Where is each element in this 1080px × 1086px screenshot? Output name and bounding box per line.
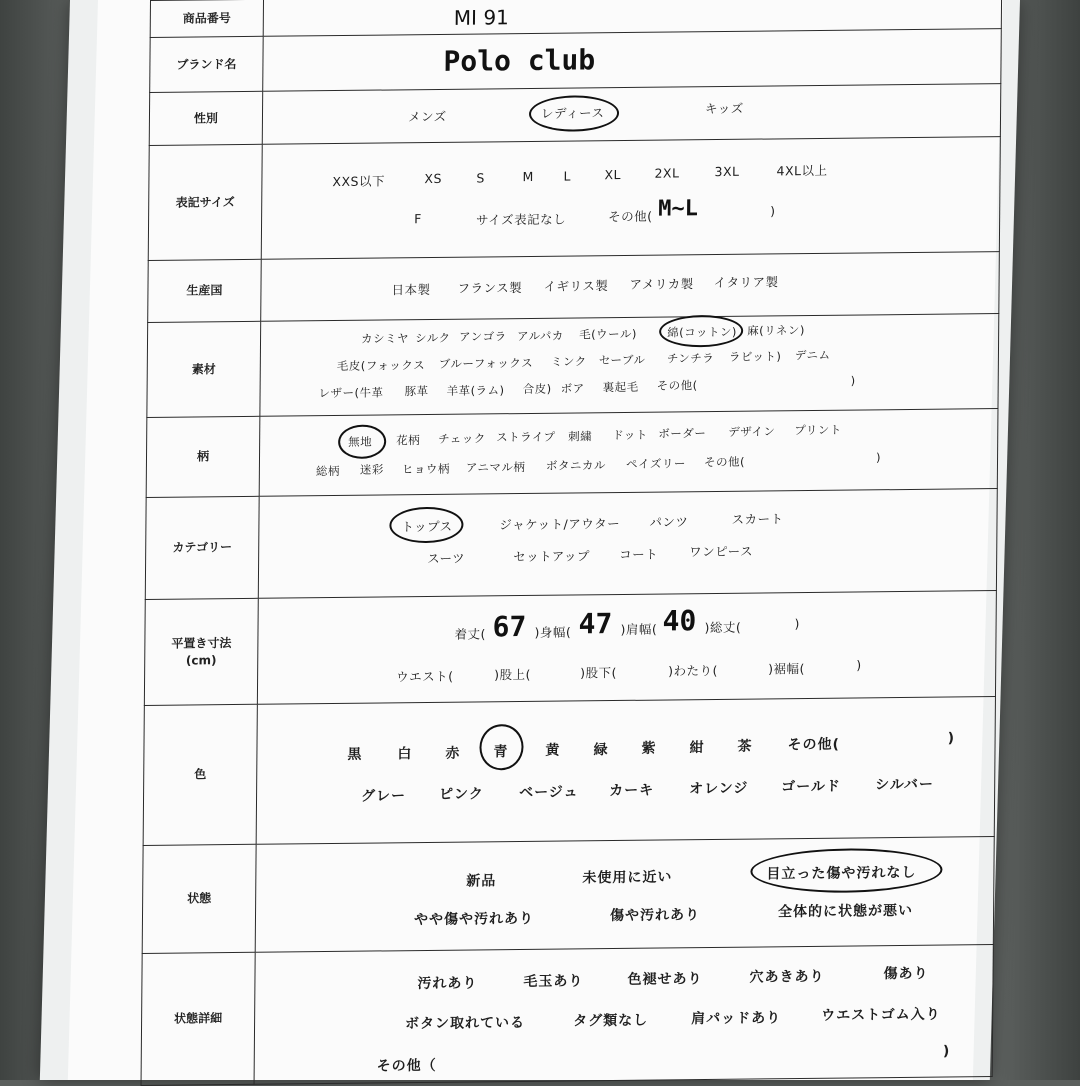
size-option: 2XL	[654, 165, 680, 181]
pattern-option: ボーダー	[658, 426, 707, 441]
color-option: ゴールド	[781, 778, 841, 796]
pattern-option: 総柄	[315, 463, 340, 479]
pattern-option: 刺繍	[568, 429, 593, 444]
origin-option: アメリカ製	[629, 276, 694, 292]
form-table	[141, 0, 1003, 1086]
detail-option: 毛玉あり	[523, 973, 584, 990]
detail-option: 色褪せあり	[627, 971, 703, 988]
color-option: グレー	[360, 788, 407, 805]
detail-option: タグ類なし	[573, 1012, 649, 1030]
detail-option: 汚れあり	[417, 975, 478, 993]
detail-option: 傷あり	[883, 965, 929, 983]
material-option: チンチラ	[666, 351, 715, 366]
material-option: 裏起毛	[602, 379, 639, 395]
color-option: 黄	[545, 742, 561, 759]
detail-other-close: )	[942, 1043, 951, 1060]
row-condition-detail	[141, 945, 993, 1086]
color-option: 紺	[689, 740, 705, 757]
label-size: 表記サイズ	[148, 144, 262, 260]
detail-option: ウエストゴム入り	[821, 1006, 941, 1024]
pattern-option: ペイズリー	[625, 456, 686, 471]
row-category	[145, 489, 997, 600]
origin-option: 日本製	[391, 282, 431, 298]
material-option: 毛皮(フォックス	[336, 358, 426, 373]
condition-option: 未使用に近い	[582, 869, 673, 887]
pattern-option: 迷彩	[359, 462, 384, 477]
product-form	[141, 0, 1002, 1075]
size-option-other: その他(	[608, 208, 653, 225]
color-other-close: )	[947, 730, 956, 747]
size-option: L	[563, 168, 572, 184]
condition-option: やや傷や汚れあり	[413, 910, 535, 929]
size-option: XXS以下	[332, 173, 386, 190]
color-option-selected: 青	[493, 744, 509, 761]
color-option: ピンク	[439, 786, 484, 803]
label-category: カテゴリー	[145, 496, 259, 599]
color-option: 紫	[641, 740, 657, 757]
condition-option: 傷や汚れあり	[609, 907, 701, 925]
material-option: 豚革	[404, 384, 429, 399]
material-option: デニム	[794, 347, 831, 363]
color-option: ベージュ	[519, 784, 579, 802]
measure-label-shoulder: )肩幅(	[620, 621, 658, 637]
origin-option: フランス製	[457, 280, 523, 296]
material-option: 合皮)	[522, 381, 552, 397]
label-gender: 性別	[149, 91, 262, 145]
material-option: アンゴラ	[459, 329, 507, 344]
measure-label-inseam: )股下(	[580, 665, 617, 681]
pattern-option: チェック	[438, 431, 486, 446]
material-option: ボア	[560, 381, 585, 396]
size-option: 3XL	[714, 163, 740, 180]
detail-option: 肩パッドあり	[691, 1010, 782, 1028]
row-origin	[148, 252, 1000, 323]
material-option-other: その他(	[656, 378, 698, 393]
product-no-value: MI 91	[453, 5, 509, 30]
material-option: 麻(リネン)	[747, 323, 805, 338]
pattern-option: ボタニカル	[545, 458, 607, 473]
label-product-no: 商品番号	[150, 0, 263, 37]
color-option: 黒	[347, 746, 363, 763]
condition-option-selected: 目立った傷や汚れなし	[766, 864, 917, 883]
measure-label-width: )身幅(	[534, 624, 572, 640]
measure-value-shoulder: 40	[662, 604, 697, 638]
row-size	[148, 137, 1000, 261]
row-condition	[142, 837, 994, 954]
row-pattern	[146, 409, 998, 498]
category-option: パンツ	[649, 514, 689, 530]
color-option: 白	[397, 746, 413, 763]
gender-option: キッズ	[705, 100, 744, 117]
measure-close: )	[856, 657, 862, 673]
color-option: 赤	[445, 745, 461, 762]
detail-option-other: その他（	[376, 1057, 437, 1075]
measure-label-total: )総丈(	[704, 619, 742, 636]
material-option: シルク	[415, 330, 451, 346]
measure-label-waist: ウエスト(	[396, 668, 454, 685]
color-option: 茶	[737, 738, 753, 755]
size-option: XS	[424, 170, 443, 187]
row-material	[147, 314, 999, 418]
measure-close: )	[794, 616, 801, 632]
category-option: ジャケット/アウター	[499, 516, 621, 533]
row-measurements	[144, 591, 996, 706]
size-other-close: )	[770, 203, 776, 219]
pattern-option-other: その他(	[703, 454, 746, 470]
measure-value-width: 47	[578, 607, 613, 641]
pattern-option: プリント	[794, 422, 842, 438]
size-option: S	[476, 170, 485, 186]
color-option: カーキ	[609, 782, 655, 800]
condition-option: 全体的に状態が悪い	[778, 902, 914, 921]
gender-option-selected: レディース	[540, 105, 605, 121]
color-option: オレンジ	[689, 780, 749, 798]
origin-option: イタリア製	[713, 274, 779, 291]
color-option-other: その他(	[787, 736, 841, 754]
material-option: アルパカ	[517, 328, 564, 344]
measure-value-length: 67	[492, 609, 527, 644]
category-option: スカート	[731, 511, 784, 527]
category-option: コート	[619, 546, 659, 563]
detail-option: 穴あきあり	[749, 968, 825, 986]
measure-label-hem: )裾幅(	[768, 661, 806, 677]
material-option: ラビット)	[728, 349, 782, 364]
row-brand	[150, 29, 1002, 93]
material-option-selected: 綿(コットン)	[667, 324, 737, 340]
origin-option: イギリス製	[543, 278, 609, 294]
measure-label-rise: )股上(	[494, 666, 531, 683]
size-option: 4XL以上	[776, 162, 828, 179]
size-option: XL	[604, 167, 622, 183]
label-brand: ブランド名	[150, 36, 263, 92]
label-condition-detail: 状態詳細	[141, 952, 255, 1085]
material-option: 羊革(ラム)	[446, 383, 505, 398]
size-other-value: M~L	[658, 196, 699, 222]
size-option: F	[414, 211, 422, 227]
gender-option: メンズ	[407, 108, 447, 125]
pattern-option: アニマル柄	[465, 460, 526, 475]
category-option: セットアップ	[513, 548, 591, 565]
label-material: 素材	[147, 321, 261, 417]
pattern-option: ストライプ	[496, 429, 556, 445]
measure-label-length: 着丈(	[454, 626, 486, 642]
pattern-option: 花柄	[396, 433, 421, 448]
pattern-option: ヒョウ柄	[401, 461, 450, 477]
material-option: セーブル	[598, 352, 646, 368]
label-measurements: 平置き寸法	[171, 635, 232, 651]
material-option: カシミヤ	[360, 331, 410, 346]
row-color	[143, 697, 995, 846]
brand-value: Polo club	[443, 43, 596, 78]
material-option: レザー(牛革	[318, 385, 384, 401]
row-gender	[149, 84, 1001, 146]
label-origin: 生産国	[148, 259, 262, 322]
label-condition: 状態	[142, 844, 256, 953]
pattern-other-close: )	[875, 450, 882, 465]
size-option: サイズ表記なし	[476, 211, 567, 228]
material-option: ミンク	[550, 354, 587, 369]
category-option: スーツ	[427, 550, 466, 567]
pattern-option: デザイン	[728, 424, 776, 439]
measure-label-thigh: )わたり(	[668, 662, 719, 679]
color-option: 緑	[593, 742, 609, 759]
material-other-close: )	[850, 373, 856, 388]
label-color: 色	[143, 704, 257, 845]
condition-option: 新品	[466, 873, 497, 890]
pattern-option: ドット	[612, 427, 648, 443]
label-pattern: 柄	[146, 416, 260, 497]
pattern-option-selected: 無地	[348, 434, 373, 449]
category-option-selected: トップス	[401, 518, 453, 535]
color-option: シルバー	[875, 776, 934, 794]
material-option: 毛(ウール)	[579, 326, 637, 342]
material-option: ブルーフォックス	[438, 355, 534, 371]
detail-option: ボタン取れている	[405, 1014, 526, 1033]
category-option: ワンピース	[689, 543, 754, 560]
label-measurements-unit: (cm)	[185, 652, 217, 668]
size-option: M	[522, 168, 534, 185]
